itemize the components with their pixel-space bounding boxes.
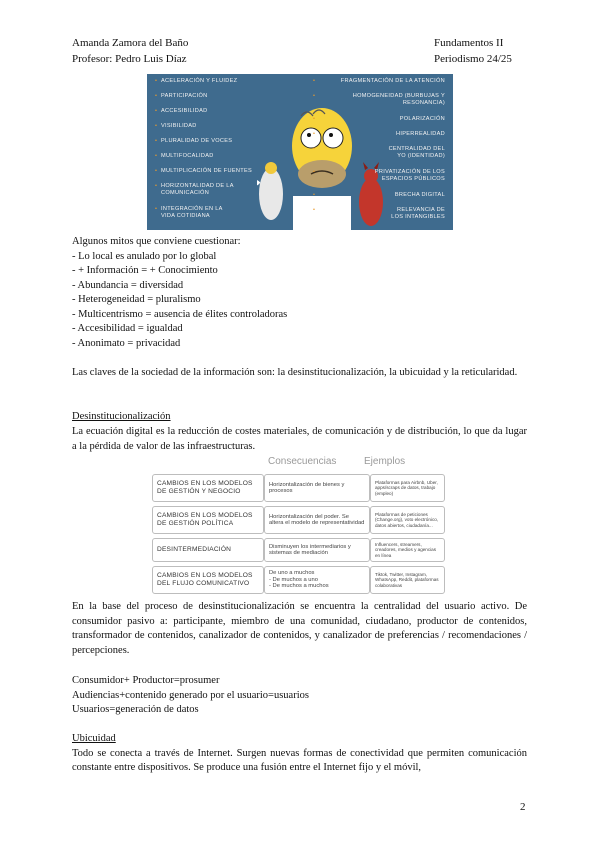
page-number: 2 — [520, 801, 526, 813]
table-row-label: CAMBIOS EN LOS MODELOS DE GESTIÓN POLÍTICA — [152, 506, 264, 534]
equation-line: Consumidor+ Productor=prosumer — [72, 675, 220, 686]
keys-paragraph: Las claves de la sociedad de la información son: la desinstitucionalización, la ubicuidad y la reticularidad. — [72, 367, 518, 378]
table-row-consequence: De uno a muchos - De muchos a uno - De muchos a muchos — [264, 566, 370, 594]
col-header-ejemplos: Ejemplos — [364, 456, 406, 467]
header-course: Fundamentos II — [434, 37, 504, 49]
banner-right-item: • RELEVANCIA DE LOS INTANGIBLES — [319, 207, 445, 220]
banner-right-item: • HIPERREALIDAD — [319, 131, 445, 138]
banner-right-item: • POLARIZACIÓN — [319, 116, 445, 123]
section-title-ubicuidad: Ubicuidad — [72, 733, 116, 744]
table-row-example: Plataformas para Airbnb, Uber, apps/scraps de datos, trabajo (empleo) — [370, 474, 445, 502]
col-header-consecuencias: Consecuencias — [268, 456, 337, 467]
banner-left-item: • ACELERACIÓN Y FLUIDEZ — [161, 78, 237, 85]
section-title-desinstitucionalizacion: Desinstitucionalización — [72, 411, 171, 422]
equation-line: Audiencias+contenido generado por el usuario=usuarios — [72, 689, 309, 701]
table-row-consequence: Horizontalización del poder. Se altera el modelo de representatividad — [264, 506, 370, 534]
table-row-example: Influencers, streamers, creadores, medios y agencias en línea — [370, 538, 445, 562]
banner-left-item: • HORIZONTALIDAD DE LA COMUNICACIÓN — [161, 183, 234, 196]
myth-item: - + Información = + Conocimiento — [72, 265, 218, 276]
section1-paragraph: La ecuación digital es la reducción de costes materiales, de comunicación y de distribución, lo que da lugar a la pérdida de valor de las infraestructuras. — [72, 426, 527, 452]
table-row-consequence: Horizontalización de bienes y procesos — [264, 474, 370, 502]
banner-left-item: • ACCESIBILIDAD — [161, 108, 208, 115]
banner-left-item: • INTEGRACIÓN EN LA VIDA COTIDIANA — [161, 206, 223, 219]
banner-right-item: • HOMOGENEIDAD (BURBUJAS Y RESONANCIA) — [319, 93, 445, 106]
section2-paragraph: Todo se conecta a través de Internet. Surgen nuevas formas de conectividad que permiten comunicación constante entre dispositivos. Se produce una fusión entre el Internet fijo y el móvil, — [72, 747, 527, 773]
banner-left-item: • VISIBILIDAD — [161, 123, 197, 130]
table-row-label: DESINTERMEDIACIÓN — [152, 538, 264, 562]
myth-item: - Accesibilidad = igualdad — [72, 323, 183, 334]
myth-item: - Anonimato = privacidad — [72, 337, 181, 349]
homer-banner-image — [147, 74, 453, 230]
myth-item: - Multicentrismo = ausencia de élites controladoras — [72, 308, 288, 320]
banner-right-item: • FRAGMENTACIÓN DE LA ATENCIÓN — [319, 78, 445, 85]
header-author: Amanda Zamora del Baño — [72, 37, 189, 49]
table-row-label: CAMBIOS EN LOS MODELOS DE GESTIÓN Y NEGOCIO — [152, 474, 264, 502]
table-row-consequence: Disminuyen los intermediarios y sistemas de mediación — [264, 538, 370, 562]
banner-right-item: • PRIVATIZACIÓN DE LOS ESPACIOS PÚBLICOS — [319, 169, 445, 182]
header-program: Periodismo 24/25 — [434, 53, 512, 65]
banner-left-item: • MULTIPLICACIÓN DE FUENTES — [161, 168, 252, 175]
banner-right-item: • BRECHA DIGITAL — [319, 192, 445, 199]
banner-right-item: • CENTRALIDAD DEL YO (IDENTIDAD) — [319, 146, 445, 159]
myth-item: - Heterogeneidad = pluralismo — [72, 294, 201, 305]
table-row-example: Tiktok, Twitter, Instagram, WhatsApp, Reddit, plataformas colaborativas — [370, 566, 445, 594]
header-professor: Profesor: Pedro Luis Díaz — [72, 53, 187, 65]
banner-left-item: • PARTICIPACIÓN — [161, 93, 207, 100]
myth-item: - Abundancia = diversidad — [72, 279, 184, 291]
table-row-example: Plataformas de peticiones (Change.org), voto electrónico, datos abiertos, ciudadanía... — [370, 506, 445, 534]
consequences-table — [150, 456, 447, 596]
myth-item: - Lo local es anulado por lo global — [72, 250, 217, 262]
prosumer-paragraph: En la base del proceso de desinstitucionalización se encuentra la centralidad del usuario activo. De consumidor pasivo a: participante, miembro de una comunidad, ciudadano, productor de contenidos, transformador de contenidos, canalizador de contenidos, y canalizador de preferencias / recomendaciones / percepciones. — [72, 601, 527, 656]
banner-left-item: • MULTIFOCALIDAD — [161, 153, 214, 160]
banner-left-item: • PLURALIDAD DE VOCES — [161, 138, 232, 145]
table-row-label: CAMBIOS EN LOS MODELOS DEL FLUJO COMUNICATIVO — [152, 566, 264, 594]
equation-line: Usuarios=generación de datos — [72, 704, 199, 715]
myths-intro: Algunos mitos que conviene cuestionar: — [72, 236, 241, 247]
